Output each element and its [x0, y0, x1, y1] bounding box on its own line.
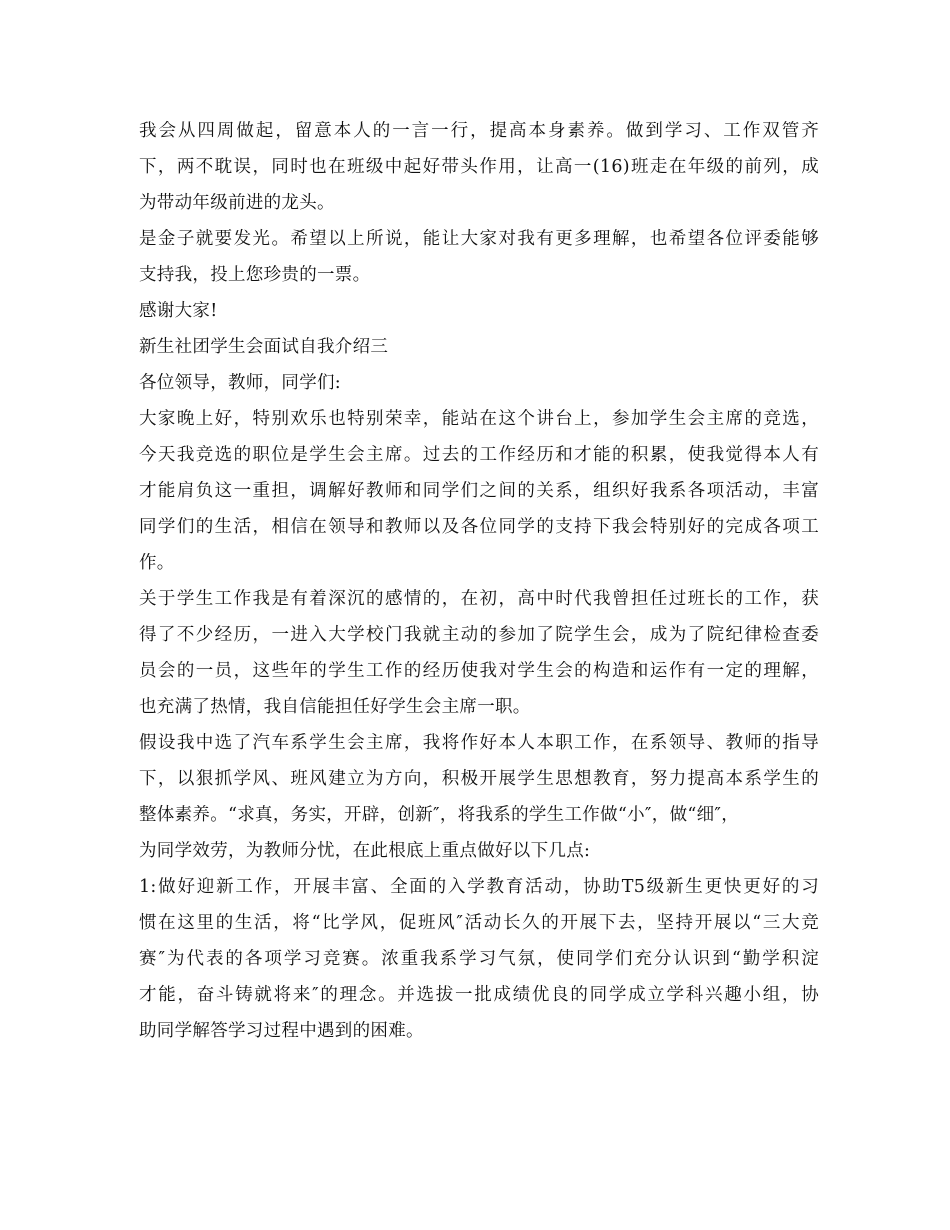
section-heading: 新生社团学生会面试自我介绍三	[139, 337, 389, 357]
text-line: 也充满了热情，我自信能担任好学生会主席一职。	[139, 697, 531, 717]
document-body	[139, 113, 819, 1049]
text-line: 员会的一员，这些年的学生工作的经历使我对学生会的构造和运作有一定的理解，	[139, 661, 819, 681]
text-line: 才能，奋斗铸就将来″的理念。并选拔一批成绩优良的同学成立学科兴趣小组，协	[139, 985, 819, 1005]
text-line: 助同学解答学习过程中遇到的困难。	[139, 1021, 424, 1041]
text-line: 为同学效劳，为教师分忧，在此根底上重点做好以下几点:	[139, 841, 591, 861]
text-line: 是金子就要发光。希望以上所说，能让大家对我有更多理解，也希望各位评委能够	[139, 229, 819, 249]
text-line: 大家晚上好，特别欢乐也特别荣幸，能站在这个讲台上，参加学生会主席的竞选，	[139, 409, 819, 429]
text-line: 我会从四周做起，留意本人的一言一行，提高本身素养。做到学习、工作双管齐	[139, 121, 819, 141]
text-line: 关于学生工作我是有着深沉的感情的，在初，高中时代我曾担任过班长的工作，获	[139, 589, 819, 609]
text-line: 下，两不耽误，同时也在班级中起好带头作用，让高一(16)班走在年级的前列，成	[139, 157, 819, 177]
text-line: 赛″为代表的各项学习竞赛。浓重我系学习气氛，使同学们充分认识到“勤学积淀	[139, 949, 819, 969]
text-line: 1:做好迎新工作，开展丰富、全面的入学教育活动，协助T5级新生更快更好的习	[139, 877, 819, 897]
text-line: 作。	[139, 553, 175, 573]
text-line: 才能肩负这一重担，调解好教师和同学们之间的关系，组织好我系各项活动，丰富	[139, 481, 819, 501]
text-line: 感谢大家!	[139, 301, 218, 321]
text-line: 惯在这里的生活，将“比学风，促班风″活动长久的开展下去，坚持开展以“三大竞	[139, 913, 819, 933]
text-line: 支持我，投上您珍贵的一票。	[139, 265, 371, 285]
text-line: 整体素养。“求真，务实，开辟，创新″，将我系的学生工作做“小″，做“细″，	[139, 805, 740, 825]
text-line: 今天我竞选的职位是学生会主席。过去的工作经历和才能的积累，使我觉得本人有	[139, 445, 819, 465]
text-line: 下，以狠抓学风、班风建立为方向，积极开展学生思想教育，努力提高本系学生的	[139, 769, 819, 789]
salutation: 各位领导，教师，同学们:	[139, 373, 341, 393]
text-line: 为带动年级前进的龙头。	[139, 193, 335, 213]
text-line: 得了不少经历，一进入大学校门我就主动的参加了院学生会，成为了院纪律检查委	[139, 625, 819, 645]
text-line: 假设我中选了汽车系学生会主席，我将作好本人本职工作，在系领导、教师的指导	[139, 733, 819, 753]
text-line: 同学们的生活，相信在领导和教师以及各位同学的支持下我会特别好的完成各项工	[139, 517, 819, 537]
